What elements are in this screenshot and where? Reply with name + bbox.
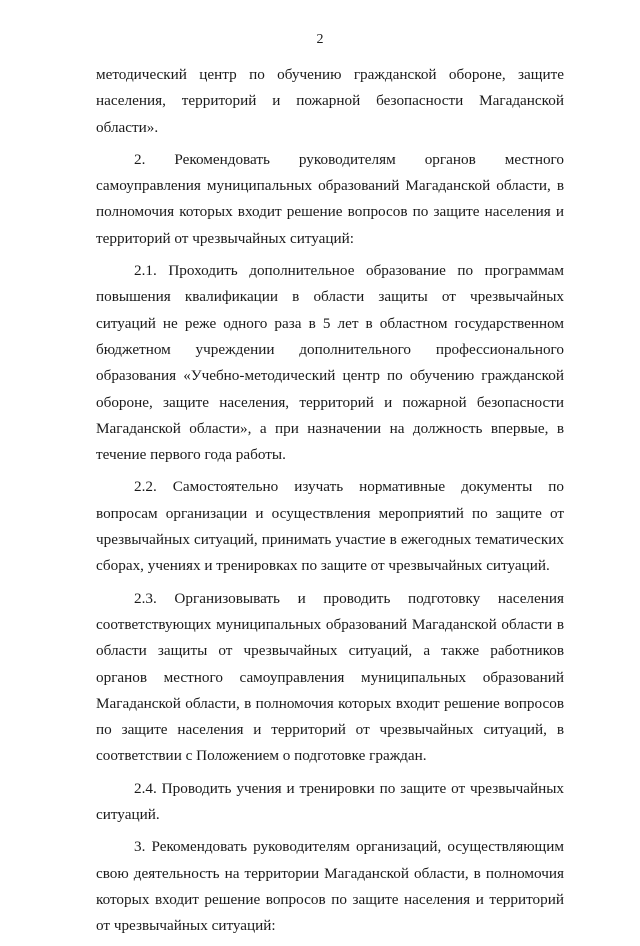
document-body: [96, 62, 564, 946]
page-number: 2: [316, 32, 324, 47]
paragraph-item-2-4: 2.4. Проводить учения и тренировки по защите от чрезвычайных ситуаций.: [96, 779, 564, 824]
paragraph-continuation: методический центр по обучению гражданской обороне, защите населения, территорий и пожарной безопасности Магаданской области».: [96, 66, 564, 136]
paragraph-item-2-2: 2.2. Самостоятельно изучать нормативные документы по вопросам организации и осуществления мероприятий по защите от чрезвычайных ситуаций, принимать участие в ежегодных тематических сборах, учениях и тренировках по защите от чрезвычайных ситуаций.: [96, 478, 564, 575]
paragraph-item-2-1: 2.1. Проходить дополнительное образование по программам повышения квалификации в области защиты от чрезвычайных ситуаций не реже одного раза в 5 лет в областном государственном бюджетном учреждении дополнительного профессионального образования «Учебно-методический центр по обучению гражданской обороне, защите населения, территорий и пожарной безопасности Магаданской области», а при назначении на должность впервые, в течение первого года работы.: [96, 262, 564, 464]
paragraph-item-2: 2. Рекомендовать руководителям органов местного самоуправления муниципальных образований Магаданской области, в полномочия которых входит решение вопросов по защите населения и территорий от чрезвычайных ситуаций:: [96, 150, 564, 247]
paragraph-item-2-3: 2.3. Организовывать и проводить подготовку населения соответствующих муниципальных образований Магаданской области в области защиты от чрезвычайных ситуаций, а также работников органов местного самоуправления муниципальных образований Магаданской области, в полномочия которых входит решение вопросов по защите населения и территорий от чрезвычайных ситуаций, в соответствии с Положением о подготовке граждан.: [96, 589, 564, 765]
paragraph-item-3: 3. Рекомендовать руководителям организаций, осуществляющим свою деятельность на территории Магаданской области, в полномочия которых входит решение вопросов по защите населения и территорий от чрезвычайных ситуаций:: [96, 838, 564, 935]
